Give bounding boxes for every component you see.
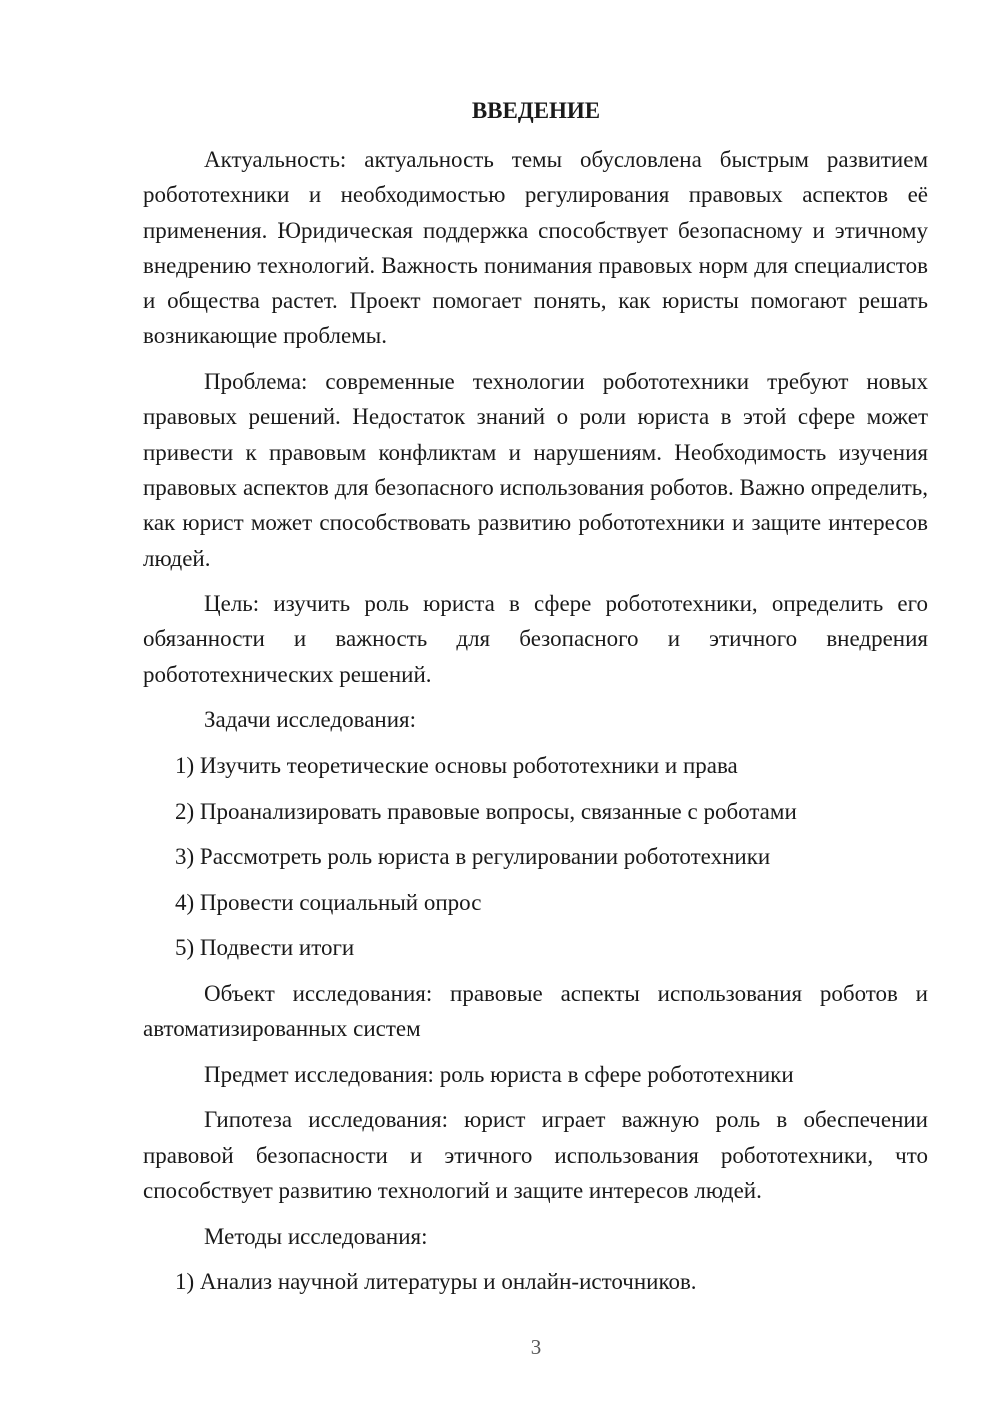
tasks-heading: Задачи исследования:: [204, 707, 417, 733]
subject-paragraph: Предмет исследования: роль юриста в сфере робототехники: [204, 1061, 794, 1087]
hypothesis-paragraph: Гипотеза исследования: юрист играет важную роль в обеспечении правовой безопасности и этичного использования робототехники, что способствует развитию технологий и защите интересов людей.: [143, 1107, 928, 1203]
task-item-1: 1) Изучить теоретические основы робототехники и права: [175, 752, 738, 778]
task-item-2: 2) Проанализировать правовые вопросы, связанные с роботами: [175, 798, 797, 824]
document-body: [143, 142, 928, 1310]
method-item-1: 1) Анализ научной литературы и онлайн-источников.: [175, 1269, 697, 1295]
goal-paragraph: Цель: изучить роль юриста в сфере робототехники, определить его обязанности и важность для безопасного и этичного внедрения робототехнических решений.: [143, 591, 928, 687]
task-item-4: 4) Провести социальный опрос: [175, 889, 482, 915]
section-title: ВВЕДЕНИЕ: [471, 98, 601, 123]
object-paragraph: Объект исследования: правовые аспекты использования роботов и автоматизированных систем: [143, 980, 928, 1042]
problem-paragraph: Проблема: современные технологии робототехники требуют новых правовых решений. Недостаток знаний о роли юриста в этой сфере может привести к правовым конфликтам и нарушениям. Необходимость изучения правовых аспектов для безопасного использования роботов. Важно определить, как юрист может способствовать развитию робототехники и защите интересов людей.: [143, 369, 928, 571]
methods-heading: Методы исследования:: [204, 1223, 428, 1249]
page-number: 3: [530, 1335, 542, 1359]
task-item-3: 3) Рассмотреть роль юриста в регулировании робототехники: [175, 844, 771, 870]
task-item-5: 5) Подвести итоги: [175, 935, 355, 961]
relevance-paragraph: Актуальность: актуальность темы обусловлена быстрым развитием робототехники и необходимостью регулирования правовых аспектов её применения. Юридическая поддержка способствует безопасному и этичному внедрению технологий. Важность понимания правовых норм для специалистов и общества растет. Проект помогает понять, как юристы помогают решать возникающие проблемы.: [143, 147, 928, 349]
